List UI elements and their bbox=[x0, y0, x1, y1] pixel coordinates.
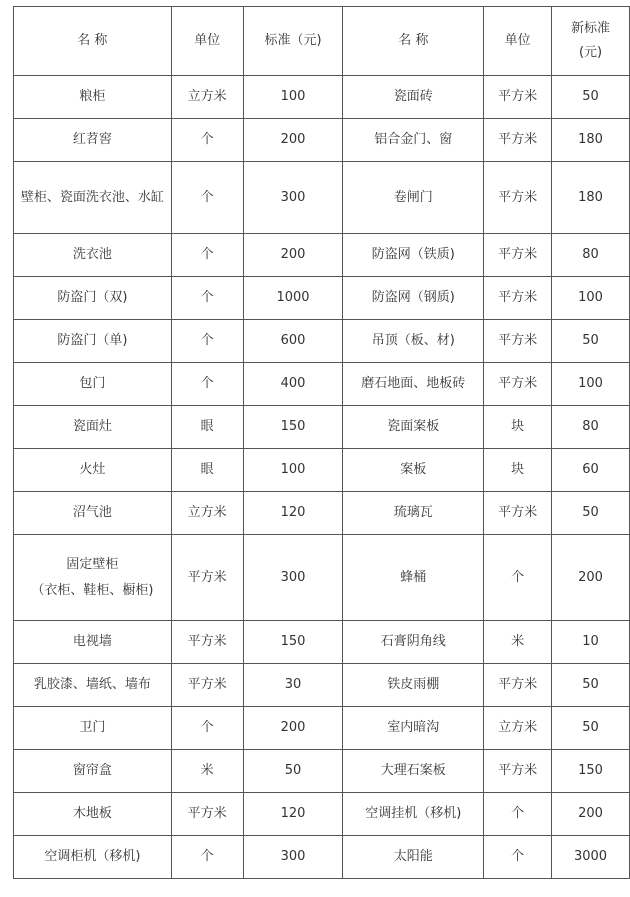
item-standard-2: 50 bbox=[552, 320, 630, 363]
item-unit: 立方米 bbox=[171, 492, 243, 535]
item-unit-2: 个 bbox=[484, 836, 552, 879]
item-standard: 50 bbox=[243, 750, 343, 793]
table-row bbox=[14, 234, 630, 277]
table-row bbox=[14, 836, 630, 879]
item-unit: 个 bbox=[171, 277, 243, 320]
item-standard-2: 80 bbox=[552, 406, 630, 449]
item-unit-2: 个 bbox=[484, 793, 552, 836]
table-row bbox=[14, 320, 630, 363]
item-unit: 眼 bbox=[171, 406, 243, 449]
item-name-2: 卷闸门 bbox=[343, 162, 484, 234]
item-unit-2: 平方米 bbox=[484, 76, 552, 119]
item-standard-2: 180 bbox=[552, 162, 630, 234]
item-name: 包门 bbox=[14, 363, 172, 406]
item-unit-2: 平方米 bbox=[484, 277, 552, 320]
item-standard: 400 bbox=[243, 363, 343, 406]
item-name-2: 大理石案板 bbox=[343, 750, 484, 793]
item-unit-2: 米 bbox=[484, 621, 552, 664]
table-row bbox=[14, 621, 630, 664]
item-name-2: 琉璃瓦 bbox=[343, 492, 484, 535]
item-standard: 100 bbox=[243, 449, 343, 492]
item-name: 红苕窖 bbox=[14, 119, 172, 162]
item-unit: 立方米 bbox=[171, 76, 243, 119]
item-name: 卫门 bbox=[14, 707, 172, 750]
item-unit-2: 平方米 bbox=[484, 320, 552, 363]
table-row bbox=[14, 707, 630, 750]
item-name-2: 太阳能 bbox=[343, 836, 484, 879]
item-standard-2: 100 bbox=[552, 363, 630, 406]
table-row bbox=[14, 535, 630, 621]
item-standard: 120 bbox=[243, 492, 343, 535]
item-name-2: 案板 bbox=[343, 449, 484, 492]
item-standard-2: 60 bbox=[552, 449, 630, 492]
item-name-2: 吊顶（板、材) bbox=[343, 320, 484, 363]
item-standard: 300 bbox=[243, 836, 343, 879]
item-standard-2: 200 bbox=[552, 793, 630, 836]
table-row bbox=[14, 449, 630, 492]
item-standard-2: 80 bbox=[552, 234, 630, 277]
item-unit: 平方米 bbox=[171, 793, 243, 836]
item-unit: 眼 bbox=[171, 449, 243, 492]
item-name: 木地板 bbox=[14, 793, 172, 836]
item-name-2: 瓷面案板 bbox=[343, 406, 484, 449]
header-name2: 名 称 bbox=[343, 7, 484, 76]
item-name-2: 室内暗沟 bbox=[343, 707, 484, 750]
item-standard-2: 3000 bbox=[552, 836, 630, 879]
table-row bbox=[14, 406, 630, 449]
item-unit: 个 bbox=[171, 707, 243, 750]
header-unit: 单位 bbox=[171, 7, 243, 76]
item-name-2: 石膏阴角线 bbox=[343, 621, 484, 664]
item-name: 防盗门（双) bbox=[14, 277, 172, 320]
item-name-2: 防盗网（钢质) bbox=[343, 277, 484, 320]
item-standard: 600 bbox=[243, 320, 343, 363]
header-std2: 新标准 (元) bbox=[552, 7, 630, 76]
table-row bbox=[14, 750, 630, 793]
item-standard: 150 bbox=[243, 406, 343, 449]
item-unit: 米 bbox=[171, 750, 243, 793]
item-name: 洗衣池 bbox=[14, 234, 172, 277]
item-name-2: 磨石地面、地板砖 bbox=[343, 363, 484, 406]
compensation-standards-table bbox=[13, 6, 630, 879]
item-unit-2: 立方米 bbox=[484, 707, 552, 750]
item-standard-2: 50 bbox=[552, 664, 630, 707]
item-unit-2: 块 bbox=[484, 449, 552, 492]
item-unit-2: 平方米 bbox=[484, 664, 552, 707]
item-standard-2: 200 bbox=[552, 535, 630, 621]
item-unit-2: 块 bbox=[484, 406, 552, 449]
item-name: 乳胶漆、墙纸、墙布 bbox=[14, 664, 172, 707]
item-standard: 200 bbox=[243, 119, 343, 162]
table-row bbox=[14, 363, 630, 406]
item-unit-2: 平方米 bbox=[484, 492, 552, 535]
item-standard: 100 bbox=[243, 76, 343, 119]
table-row bbox=[14, 492, 630, 535]
table-row bbox=[14, 76, 630, 119]
item-standard-2: 50 bbox=[552, 492, 630, 535]
item-name-2: 空调挂机（移机) bbox=[343, 793, 484, 836]
item-standard-2: 50 bbox=[552, 76, 630, 119]
item-name: 瓷面灶 bbox=[14, 406, 172, 449]
table-body bbox=[14, 7, 630, 879]
item-name-2: 瓷面砖 bbox=[343, 76, 484, 119]
item-unit-2: 平方米 bbox=[484, 234, 552, 277]
table-row bbox=[14, 119, 630, 162]
item-unit: 平方米 bbox=[171, 535, 243, 621]
table-row bbox=[14, 793, 630, 836]
header-row bbox=[14, 7, 630, 76]
item-standard-2: 100 bbox=[552, 277, 630, 320]
item-unit: 个 bbox=[171, 320, 243, 363]
item-unit: 个 bbox=[171, 836, 243, 879]
header-unit2: 单位 bbox=[484, 7, 552, 76]
item-unit: 个 bbox=[171, 234, 243, 277]
item-unit: 平方米 bbox=[171, 664, 243, 707]
table-row bbox=[14, 664, 630, 707]
item-name: 窗帘盒 bbox=[14, 750, 172, 793]
item-unit-2: 平方米 bbox=[484, 363, 552, 406]
item-standard-2: 10 bbox=[552, 621, 630, 664]
table-row bbox=[14, 277, 630, 320]
item-standard: 300 bbox=[243, 162, 343, 234]
header-name: 名 称 bbox=[14, 7, 172, 76]
item-standard: 200 bbox=[243, 234, 343, 277]
item-name: 粮柜 bbox=[14, 76, 172, 119]
item-name-2: 铝合金门、窗 bbox=[343, 119, 484, 162]
item-unit-2: 个 bbox=[484, 535, 552, 621]
item-standard: 200 bbox=[243, 707, 343, 750]
item-standard: 120 bbox=[243, 793, 343, 836]
item-unit: 平方米 bbox=[171, 621, 243, 664]
item-unit-2: 平方米 bbox=[484, 750, 552, 793]
item-name: 火灶 bbox=[14, 449, 172, 492]
item-name-2: 铁皮雨棚 bbox=[343, 664, 484, 707]
item-name-2: 防盗网（铁质) bbox=[343, 234, 484, 277]
item-unit-2: 平方米 bbox=[484, 119, 552, 162]
item-standard-2: 150 bbox=[552, 750, 630, 793]
table-row bbox=[14, 162, 630, 234]
item-unit-2: 平方米 bbox=[484, 162, 552, 234]
item-standard-2: 180 bbox=[552, 119, 630, 162]
item-unit: 个 bbox=[171, 119, 243, 162]
item-name: 壁柜、瓷面洗衣池、水缸 bbox=[14, 162, 172, 234]
item-standard: 30 bbox=[243, 664, 343, 707]
item-name: 空调柜机（移机) bbox=[14, 836, 172, 879]
item-unit: 个 bbox=[171, 363, 243, 406]
item-name: 沼气池 bbox=[14, 492, 172, 535]
item-name: 防盗门（单) bbox=[14, 320, 172, 363]
header-std: 标准（元) bbox=[243, 7, 343, 76]
item-name-2: 蜂桶 bbox=[343, 535, 484, 621]
item-standard: 150 bbox=[243, 621, 343, 664]
item-standard: 1000 bbox=[243, 277, 343, 320]
item-standard: 300 bbox=[243, 535, 343, 621]
item-name: 固定壁柜 （衣柜、鞋柜、橱柜) bbox=[14, 535, 172, 621]
item-standard-2: 50 bbox=[552, 707, 630, 750]
item-unit: 个 bbox=[171, 162, 243, 234]
item-name: 电视墙 bbox=[14, 621, 172, 664]
